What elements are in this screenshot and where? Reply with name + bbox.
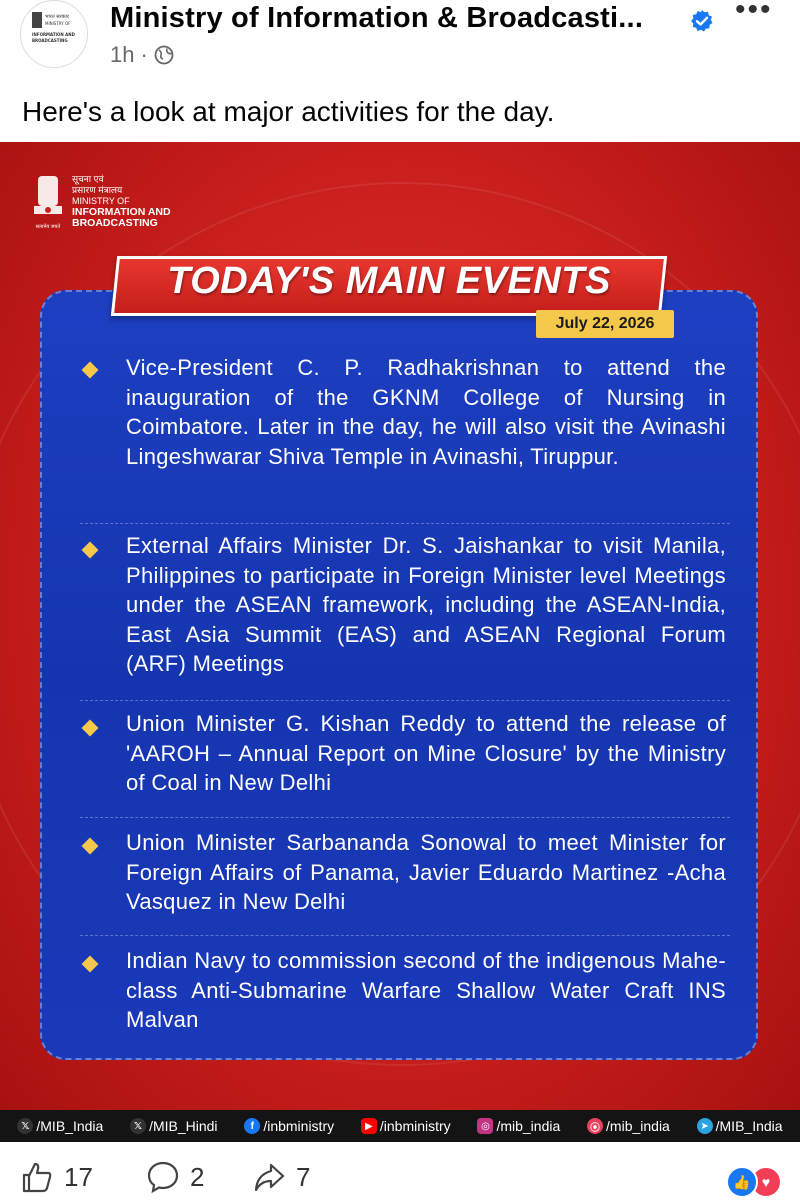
instagram-icon: ◎: [477, 1118, 493, 1134]
logo-line-2: INFORMATION AND: [72, 206, 171, 218]
social-koo: [587, 1118, 670, 1134]
social-handle: /mib_india: [496, 1118, 561, 1134]
post-actions: [0, 1142, 800, 1200]
logo-hindi-line-1: सूचना एवं: [72, 174, 104, 184]
event-divider: [80, 700, 730, 701]
meta-separator: ·: [140, 42, 148, 67]
reactions-summary[interactable]: [726, 1166, 782, 1198]
national-emblem-icon: [28, 172, 68, 238]
event-item-4: Union Minister Sarbananda Sonowal to meet Minister for Foreign Affairs of Panama, Javier Eduardo Martinez -Acha Vasquez in New Delhi: [126, 830, 726, 914]
love-reaction-icon: ♥: [750, 1166, 782, 1198]
telegram-icon: ➤: [697, 1118, 713, 1134]
event-divider: [80, 523, 730, 524]
post-caption: Here's a look at major activities for the day.: [22, 96, 555, 127]
event-divider: [80, 935, 730, 936]
post-image[interactable]: [0, 142, 800, 1142]
event-item-2: External Affairs Minister Dr. S. Jaishankar to visit Manila, Philippines to participate in Foreign Minister level Meetings under the ASEAN framework, including the ASEAN-India, East Asia Summit (EAS) and ASEAN Regional Forum (ARF) Meetings: [126, 533, 726, 676]
share-button[interactable]: [252, 1160, 310, 1194]
event-item-1: Vice-President C. P. Radhakrishnan to attend the inauguration of the GKNM College of Nursing in Coimbatore. Later in the day, he will also visit the Avinashi Lingeshwarar Shiva Temple in Avinashi, Tiruppur.: [126, 355, 726, 469]
social-instagram: [477, 1118, 560, 1134]
social-telegram: [697, 1118, 783, 1134]
social-handle: /inbministry: [263, 1118, 335, 1134]
logo-text: [72, 174, 171, 229]
logo-line-3: BROADCASTING: [72, 217, 158, 229]
avatar-line-2: MINISTRY OF: [45, 21, 71, 26]
globe-icon[interactable]: [154, 45, 174, 65]
event-item-3: Union Minister G. Kishan Reddy to attend the release of 'AAROH – Annual Report on Mine Closure' by the Ministry of Coal in New Delhi: [126, 711, 726, 795]
page-name[interactable]: Ministry of Information & Broadcasti...: [110, 2, 644, 34]
social-facebook: [244, 1118, 334, 1134]
social-handle: /inbministry: [379, 1118, 451, 1134]
emblem-motto: सत्यमेव जयते: [35, 224, 61, 230]
avatar-line-3: INFORMATION AND: [32, 32, 75, 37]
page-avatar[interactable]: [20, 0, 88, 68]
post-header: [0, 0, 800, 90]
mib-avatar-logo: [28, 8, 80, 60]
social-x-india: [17, 1118, 103, 1134]
social-x-hindi: [130, 1118, 217, 1134]
event-divider: [80, 817, 730, 818]
more-options-icon[interactable]: •••: [735, 0, 773, 26]
social-handles-strip: [0, 1110, 800, 1142]
x-icon: 𝕏: [130, 1118, 146, 1134]
like-count: 17: [64, 1161, 93, 1192]
logo-hindi-line-2: प्रसारण मंत्रालय: [72, 185, 123, 195]
share-count: 7: [296, 1161, 311, 1192]
social-handle: /MIB_India: [715, 1118, 783, 1134]
mib-logo: [28, 172, 208, 242]
thumbs-up-icon: [20, 1160, 54, 1194]
social-handle: /mib_india: [606, 1118, 670, 1134]
share-icon: [252, 1160, 286, 1194]
avatar-line-4: BROADCASTING: [32, 38, 68, 43]
logo-line-1: MINISTRY OF: [72, 196, 130, 206]
avatar-line-1: भारत सरकार: [45, 14, 69, 20]
like-button[interactable]: [20, 1160, 93, 1194]
date-badge: July 22, 2026: [536, 310, 674, 338]
x-icon: 𝕏: [17, 1118, 33, 1134]
like-reaction-icon: 👍: [726, 1166, 758, 1198]
post-meta: [110, 42, 174, 68]
youtube-icon: ▶: [361, 1118, 377, 1134]
koo-icon: ⦿: [587, 1118, 603, 1134]
social-youtube: [361, 1118, 451, 1134]
verified-badge-icon: [690, 9, 714, 33]
comment-button[interactable]: [146, 1160, 204, 1194]
comment-count: 2: [190, 1161, 205, 1192]
social-handle: /MIB_Hindi: [149, 1118, 218, 1134]
events-title: TODAY'S MAIN EVENTS: [167, 260, 611, 302]
social-handle: /MIB_India: [36, 1118, 104, 1134]
comment-icon: [146, 1160, 180, 1194]
post-time[interactable]: 1h: [110, 42, 135, 67]
facebook-icon: f: [244, 1118, 260, 1134]
event-item-5: Indian Navy to commission second of the indigenous Mahe-class Anti-Submarine Warfare Shallow Water Craft INS Malvan: [126, 948, 726, 1032]
